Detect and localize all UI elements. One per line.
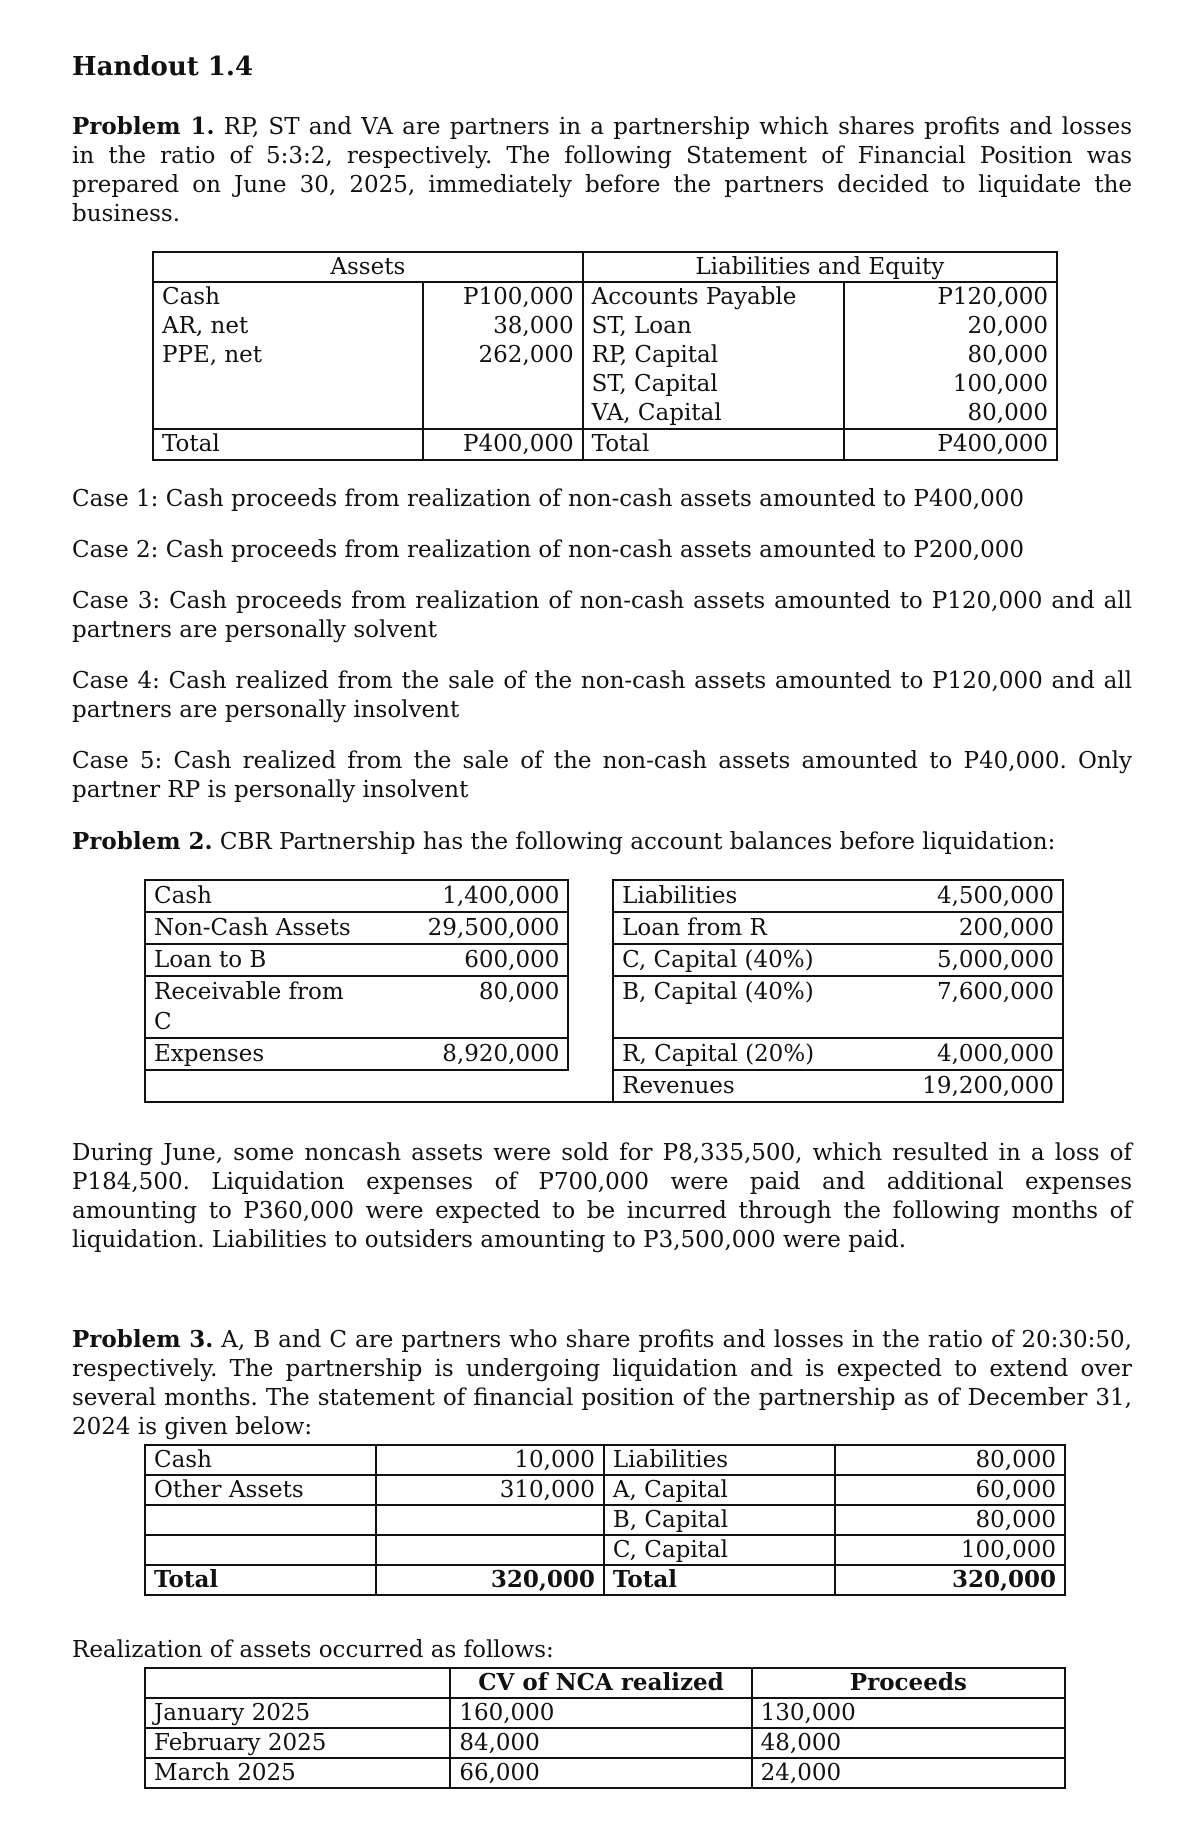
period-header [145, 1668, 450, 1698]
liability-label: Accounts Payable [583, 282, 845, 312]
total-assets-value: P400,000 [423, 429, 583, 460]
left-value: 80,000 [375, 976, 568, 1038]
table-row [153, 399, 1057, 429]
case-1: Case 1: Cash proceeds from realization of non-cash assets amounted to P400,000 [72, 486, 1024, 512]
case-3: Case 3: Cash proceeds from realization of non-cash assets amounted to P120,000 and all partners are personally solvent [72, 588, 1132, 643]
table-row [145, 1038, 1063, 1070]
asset-value [423, 399, 583, 429]
asset-label [153, 370, 423, 399]
table-row [145, 976, 1063, 1038]
table-row [153, 370, 1057, 399]
table-row [145, 944, 1063, 976]
proceeds-cell: 24,000 [752, 1758, 1065, 1788]
problem3-financial-position-table [144, 1444, 1066, 1596]
asset-label [153, 399, 423, 429]
right-label: B, Capital (40%) [613, 976, 847, 1038]
problem1-intro-text: RP, ST and VA are partners in a partnership which shares profits and losses in the ratio of 5:3:2, respectively. The following Statement of Financial Position was prepared on June 30, 2025, immediately before the partners decided to liquidate the business. [72, 114, 1132, 227]
asset-label [145, 1505, 376, 1535]
liability-value: 80,000 [844, 341, 1057, 370]
liability-label: B, Capital [604, 1505, 836, 1535]
right-value: 4,000,000 [847, 1038, 1063, 1070]
total-row [145, 1565, 1065, 1595]
asset-value: 310,000 [376, 1475, 604, 1505]
liability-value: 80,000 [835, 1505, 1065, 1535]
asset-value: P100,000 [423, 282, 583, 312]
liability-label: ST, Loan [583, 312, 845, 341]
table-row [145, 1070, 1063, 1102]
problem2-label: Problem 2. [72, 828, 213, 855]
handout-title: Handout 1.4 [72, 52, 254, 82]
right-value: 19,200,000 [847, 1070, 1063, 1102]
proceeds-cell: 130,000 [752, 1698, 1065, 1728]
table-row [145, 1505, 1065, 1535]
table-row [145, 1445, 1065, 1475]
right-label: Liabilities [613, 880, 847, 912]
right-value: 4,500,000 [847, 880, 1063, 912]
asset-value [376, 1535, 604, 1565]
left-label: Non-Cash Assets [145, 912, 375, 944]
liabilities-equity-header: Liabilities and Equity [583, 252, 1057, 282]
left-label: Loan to B [145, 944, 375, 976]
total-row [153, 429, 1057, 460]
table-row [145, 1698, 1065, 1728]
total-liabilities-label: Total [604, 1565, 836, 1595]
liability-value: 80,000 [844, 399, 1057, 429]
problem2-intro-text: CBR Partnership has the following account balances before liquidation: [212, 829, 1056, 855]
liability-label: ST, Capital [583, 370, 845, 399]
problem1-financial-position-table [152, 251, 1058, 461]
problem2-intro [72, 827, 1132, 857]
asset-label [145, 1535, 376, 1565]
problem2-balances-table [144, 879, 1064, 1103]
cv-cell: 84,000 [450, 1728, 751, 1758]
right-label: Revenues [613, 1070, 847, 1102]
case-5: Case 5: Cash realized from the sale of the non-cash assets amounted to P40,000. Only partner RP is personally insolvent [72, 748, 1132, 803]
cv-cell: 66,000 [450, 1758, 751, 1788]
left-value: 29,500,000 [375, 912, 568, 944]
asset-label: PPE, net [153, 341, 423, 370]
right-label: R, Capital (20%) [613, 1038, 847, 1070]
period-cell: March 2025 [145, 1758, 450, 1788]
total-assets-value: 320,000 [376, 1565, 604, 1595]
left-value: 600,000 [375, 944, 568, 976]
table-row [145, 1728, 1065, 1758]
total-assets-label: Total [153, 429, 423, 460]
table-row [145, 1758, 1065, 1788]
handout-page [72, 44, 1132, 1789]
problem1-intro [72, 112, 1132, 229]
asset-label: AR, net [153, 312, 423, 341]
problem3-label: Problem 3. [72, 1326, 214, 1353]
period-cell: January 2025 [145, 1698, 450, 1728]
table-row [145, 1535, 1065, 1565]
cv-header: CV of NCA realized [450, 1668, 751, 1698]
asset-value [376, 1505, 604, 1535]
liability-label: RP, Capital [583, 341, 845, 370]
case-4: Case 4: Cash realized from the sale of the non-cash assets amounted to P120,000 and all partners are personally insolvent [72, 668, 1132, 723]
problem3-intro-text: A, B and C are partners who share profits and losses in the ratio of 20:30:50, respectively. The partnership is undergoing liquidation and is expected to extend over several months. The statement of financial position of the partnership as of December 31, 2024 is given below: [72, 1327, 1132, 1440]
right-value: 7,600,000 [847, 976, 1063, 1038]
problem2-narrative: During June, some noncash assets were sold for P8,335,500, which resulted in a loss of P184,500. Liquidation expenses of P700,000 were paid and additional expenses amounting to P360,000 were expected to be incurred through the following months of liquidation. Liabilities to outsiders amounting to P3,500,000 were paid. [72, 1140, 1132, 1253]
proceeds-header: Proceeds [752, 1668, 1065, 1698]
cv-cell: 160,000 [450, 1698, 751, 1728]
right-label: C, Capital (40%) [613, 944, 847, 976]
assets-header: Assets [153, 252, 583, 282]
left-label: Expenses [145, 1038, 375, 1070]
liability-value: 80,000 [835, 1445, 1065, 1475]
right-value: 5,000,000 [847, 944, 1063, 976]
asset-value: 262,000 [423, 341, 583, 370]
right-value: 200,000 [847, 912, 1063, 944]
table-row [153, 312, 1057, 341]
table-row [145, 912, 1063, 944]
liability-value: P120,000 [844, 282, 1057, 312]
period-cell: February 2025 [145, 1728, 450, 1758]
asset-value: 10,000 [376, 1445, 604, 1475]
liability-value: 60,000 [835, 1475, 1065, 1505]
table-row [145, 880, 1063, 912]
liability-value: 100,000 [844, 370, 1057, 399]
asset-value: 38,000 [423, 312, 583, 341]
liability-value: 100,000 [835, 1535, 1065, 1565]
right-label: Loan from R [613, 912, 847, 944]
problem1-label: Problem 1. [72, 113, 215, 140]
total-liabilities-label: Total [583, 429, 845, 460]
table-row [145, 1475, 1065, 1505]
asset-label: Cash [153, 282, 423, 312]
proceeds-cell: 48,000 [752, 1728, 1065, 1758]
table-row [153, 282, 1057, 312]
liability-value: 20,000 [844, 312, 1057, 341]
realization-lead: Realization of assets occurred as follows: [72, 1637, 554, 1663]
case-2: Case 2: Cash proceeds from realization of non-cash assets amounted to P200,000 [72, 537, 1024, 563]
total-liabilities-value: P400,000 [844, 429, 1057, 460]
problem3-intro [72, 1325, 1132, 1442]
left-value: 1,400,000 [375, 880, 568, 912]
liability-label: A, Capital [604, 1475, 836, 1505]
asset-label: Cash [145, 1445, 376, 1475]
total-liabilities-value: 320,000 [835, 1565, 1065, 1595]
liability-label: C, Capital [604, 1535, 836, 1565]
left-label: Receivable from C [145, 976, 375, 1038]
asset-value [423, 370, 583, 399]
total-assets-label: Total [145, 1565, 376, 1595]
asset-label: Other Assets [145, 1475, 376, 1505]
liability-label: VA, Capital [583, 399, 845, 429]
left-label: Cash [145, 880, 375, 912]
left-value: 8,920,000 [375, 1038, 568, 1070]
table-row [153, 341, 1057, 370]
liability-label: Liabilities [604, 1445, 836, 1475]
empty-left-cell [145, 1070, 613, 1102]
realization-table [144, 1667, 1066, 1789]
